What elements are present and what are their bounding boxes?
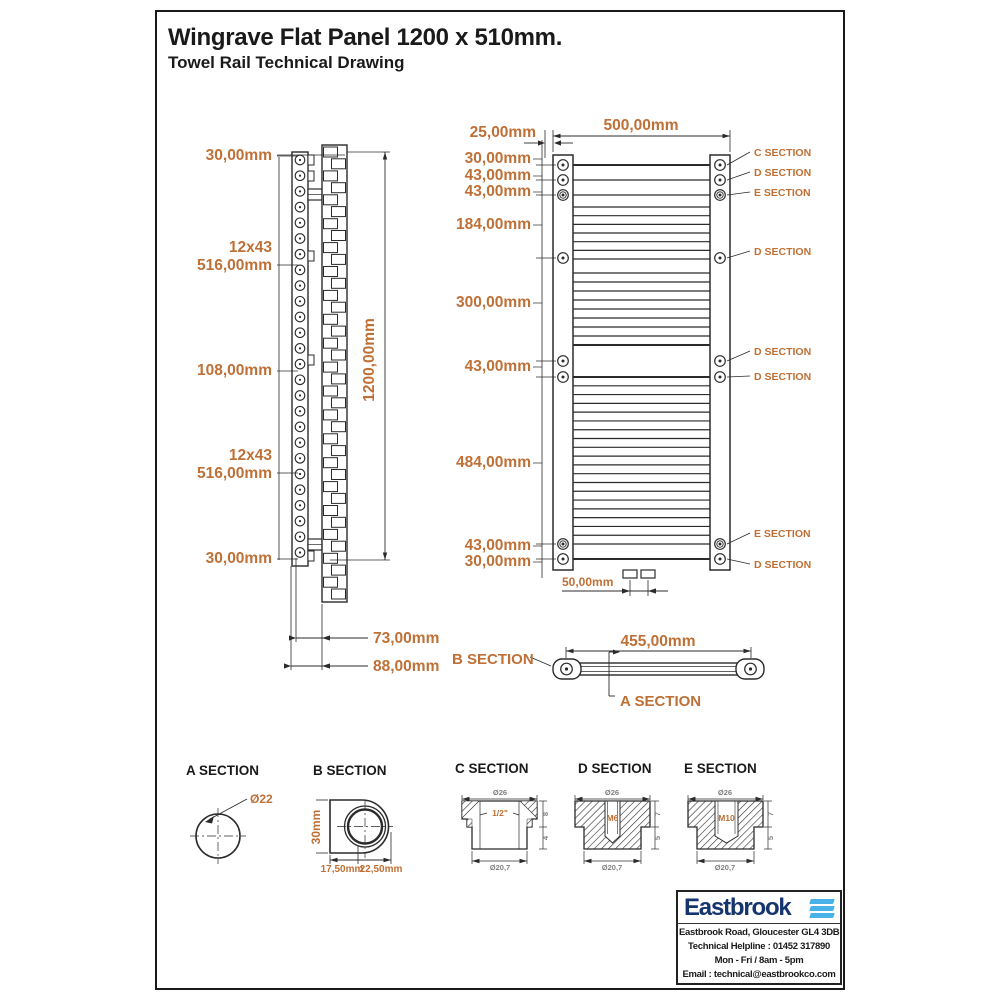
front-view-drawing: [524, 130, 750, 596]
panel-notch: [332, 565, 346, 575]
bracket-dot: [562, 179, 565, 182]
front-towel-bars: [573, 165, 710, 559]
panel-notch: [324, 458, 338, 468]
detail-e-thread: M10: [718, 813, 735, 823]
bracket-dot: [562, 543, 565, 546]
brand-logo-row: [678, 892, 840, 924]
panel-notch: [324, 171, 338, 181]
detail-d-title: D SECTION: [578, 761, 652, 776]
tube-end-dot: [299, 457, 301, 459]
front-left-dim-6: 484,00mm: [456, 454, 531, 471]
callout-1: D SECTION: [754, 167, 812, 179]
bracket-dot: [719, 194, 722, 197]
panel-notch: [332, 326, 346, 336]
panel-notch: [332, 470, 346, 480]
detail-a-dia: Ø22: [250, 792, 273, 806]
detail-d-thread: M6: [606, 813, 619, 823]
tube-end-dot: [299, 237, 301, 239]
panel-notch: [332, 350, 346, 360]
tube-end-dot: [299, 489, 301, 491]
bracket-dot: [719, 376, 722, 379]
bottom-tab: [623, 570, 637, 578]
tube-top-view: [530, 647, 764, 696]
bracket-dot: [562, 164, 565, 167]
side-dim-group1-len: 516,00mm: [197, 257, 272, 274]
detail-e-title: E SECTION: [684, 761, 757, 776]
tube-end-dot: [299, 300, 301, 302]
detail-c-dia-bottom: Ø20,7: [489, 863, 511, 872]
tube-end-dot: [749, 667, 752, 670]
panel-notch: [324, 362, 338, 372]
tube-end-dot: [299, 520, 301, 522]
arrowhead: [322, 635, 330, 640]
bracket-dot: [562, 257, 565, 260]
arrowhead: [284, 663, 291, 668]
panel-notch: [324, 267, 338, 277]
callout-3: D SECTION: [754, 246, 812, 258]
front-left-dim-5: 43,00mm: [464, 358, 531, 375]
tube-end-dot: [299, 206, 301, 208]
panel-notch: [332, 517, 346, 527]
front-dim-offset: 25,00mm: [469, 124, 536, 141]
eastbrook-logo-icon: [810, 899, 834, 918]
panel-notch: [332, 446, 346, 456]
side-dim-height: 1200,00mm: [361, 318, 378, 402]
tube-end-dot: [299, 504, 301, 506]
arrowhead: [613, 650, 620, 655]
panel-notch: [332, 541, 346, 551]
bracket-dot: [562, 194, 565, 197]
detail-d-side-top: 7: [653, 811, 662, 817]
side-dim-group2-len: 516,00mm: [197, 465, 272, 482]
helpline-line: Technical Helpline : 01452 317890: [687, 941, 830, 952]
panel-notch: [324, 338, 338, 348]
page-subtitle: Towel Rail Technical Drawing: [168, 53, 405, 72]
arrowhead: [648, 588, 656, 593]
panel-notch: [324, 434, 338, 444]
side-tab: [308, 171, 314, 181]
tube-end-dot: [299, 285, 301, 287]
tube-end-dot: [299, 442, 301, 444]
panel-notch: [324, 195, 338, 205]
tube-end-dot: [299, 426, 301, 428]
panel-notch: [324, 219, 338, 229]
side-tab: [308, 251, 314, 261]
side-dim-bottom: 30,00mm: [205, 550, 272, 567]
bracket-dot: [719, 179, 722, 182]
panel-notch: [324, 386, 338, 396]
arrowhead: [622, 588, 630, 593]
detail-b-title: B SECTION: [313, 763, 387, 778]
manufacturer-info-box: [676, 890, 842, 985]
panel-notch: [332, 302, 346, 312]
detail-c-side-top: 8: [541, 811, 550, 817]
contact-info: [678, 924, 840, 984]
tube-end-dot: [299, 190, 301, 192]
bracket-dot: [562, 360, 565, 363]
detail-c-thread: 1/2": [492, 808, 508, 818]
detail-d-dia-top: Ø26: [604, 788, 620, 797]
page-title: Wingrave Flat Panel 1200 x 510mm.: [168, 24, 563, 51]
callout-0: C SECTION: [754, 147, 812, 159]
detail-c-title: C SECTION: [455, 761, 529, 776]
tube-dim-length: 455,00mm: [620, 633, 696, 650]
hatch-area: [467, 819, 472, 827]
tube-end-dot: [299, 394, 301, 396]
callout-4: D SECTION: [754, 346, 812, 358]
panel-notch: [324, 482, 338, 492]
front-left-dim-4: 300,00mm: [456, 294, 531, 311]
panel-notch: [332, 207, 346, 217]
tube-end-dot: [299, 347, 301, 349]
callout-6: E SECTION: [754, 528, 811, 540]
tube-end-dot: [299, 316, 301, 318]
detail-d-dia-bottom: Ø20,7: [601, 863, 623, 872]
detail-e-dia-top: Ø26: [717, 788, 733, 797]
side-tab: [308, 551, 314, 561]
panel-notch: [324, 314, 338, 324]
panel-notch: [332, 159, 346, 169]
tube-end-dot: [299, 536, 301, 538]
arrowhead: [289, 635, 296, 640]
panel-notch: [324, 290, 338, 300]
detail-c-side-bottom: 4: [541, 835, 550, 841]
panel-notch: [324, 553, 338, 563]
tube-end-dot: [299, 175, 301, 177]
tube-end-dot: [299, 379, 301, 381]
bracket-dot: [719, 164, 722, 167]
callout-2: E SECTION: [754, 187, 811, 199]
panel-notch: [332, 254, 346, 264]
side-dim-group2-count: 12x43: [228, 447, 272, 464]
panel-notch: [332, 183, 346, 193]
bracket-dot: [719, 543, 722, 546]
side-dim-top: 30,00mm: [205, 147, 272, 164]
front-dim-width: 500,00mm: [603, 117, 679, 134]
bracket-dot: [562, 376, 565, 379]
detail-e-dia-bottom: Ø20,7: [714, 863, 736, 872]
tube-end-dot: [299, 332, 301, 334]
front-left-dim-1: 43,00mm: [464, 167, 531, 184]
panel-notch: [324, 529, 338, 539]
tube-end-dot: [299, 551, 301, 553]
side-dim-mid: 108,00mm: [197, 362, 272, 379]
tube-end-dot: [299, 253, 301, 255]
side-dim-depth-inner: 73,00mm: [373, 630, 440, 647]
side-dim-depth-outer: 88,00mm: [373, 658, 440, 675]
panel-notch: [332, 398, 346, 408]
detail-e-side-bottom: 5: [766, 835, 775, 841]
tube-end-dot: [565, 667, 568, 670]
arrowhead: [554, 140, 561, 145]
detail-a-section: [190, 799, 247, 864]
detail-b-dim-right: 22,50mm: [359, 864, 403, 875]
detail-c-section: [462, 795, 547, 864]
panel-notch: [324, 506, 338, 516]
panel-notch: [324, 147, 338, 157]
tube-end-dot: [299, 159, 301, 161]
bottom-tab: [641, 570, 655, 578]
side-dim-group1-count: 12x43: [228, 239, 272, 256]
a-section-label: A SECTION: [620, 693, 702, 710]
front-left-dim-3: 184,00mm: [456, 216, 531, 233]
panel-notch: [332, 278, 346, 288]
tube-end-dot: [299, 222, 301, 224]
front-left-dim-7: 43,00mm: [464, 537, 531, 554]
bracket-dot: [562, 558, 565, 561]
callout-7: D SECTION: [754, 559, 812, 571]
side-tabs: [308, 155, 314, 561]
detail-a-title: A SECTION: [186, 763, 260, 778]
panel-notch: [324, 410, 338, 420]
tube-body: [566, 663, 751, 675]
tube-end-dot: [299, 473, 301, 475]
hatch-area: [527, 819, 532, 827]
bracket-dot: [719, 257, 722, 260]
side-tab: [308, 355, 314, 365]
detail-e-side-top: 7: [766, 811, 775, 817]
address-line: Eastbrook Road, Gloucester GL4 3DB: [679, 927, 840, 938]
callout-5: D SECTION: [754, 371, 812, 383]
side-tab: [308, 155, 314, 165]
hours-line: Mon - Fri / 8am - 5pm: [714, 955, 804, 966]
front-left-dim-2: 43,00mm: [464, 183, 531, 200]
detail-b-section: [316, 800, 393, 864]
tube-end-dot: [299, 269, 301, 271]
tube-end-dot: [299, 410, 301, 412]
b-section-label: B SECTION: [452, 651, 534, 668]
side-view-drawing: [277, 145, 390, 670]
detail-e-section: [688, 795, 772, 864]
arrowhead: [538, 140, 545, 145]
detail-c-dia-top: Ø26: [492, 788, 508, 797]
panel-notch: [324, 243, 338, 253]
detail-d-side-bottom: 5: [653, 835, 662, 841]
front-dim-tabs: 50,00mm: [562, 575, 614, 589]
bracket-dot: [719, 360, 722, 363]
arrowhead: [322, 663, 330, 668]
front-left-dim-8: 30,00mm: [464, 553, 531, 570]
bracket-dot: [719, 558, 722, 561]
front-brackets: [558, 160, 726, 565]
front-left-dim-0: 30,00mm: [464, 150, 531, 167]
panel-notch: [332, 231, 346, 241]
detail-b-dim-left: 17,50mm: [320, 864, 364, 875]
panel-notch: [332, 493, 346, 503]
panel-notch: [332, 422, 346, 432]
tube-end-dot: [299, 363, 301, 365]
email-line: Email : technical@eastbrookco.com: [682, 969, 836, 980]
panel-notch: [332, 374, 346, 384]
panel-notch: [324, 577, 338, 587]
detail-b-height: 30mm: [309, 809, 323, 845]
brand-name: Eastbrook: [684, 894, 791, 921]
detail-d-section: [575, 795, 659, 864]
panel-notch: [332, 589, 346, 599]
